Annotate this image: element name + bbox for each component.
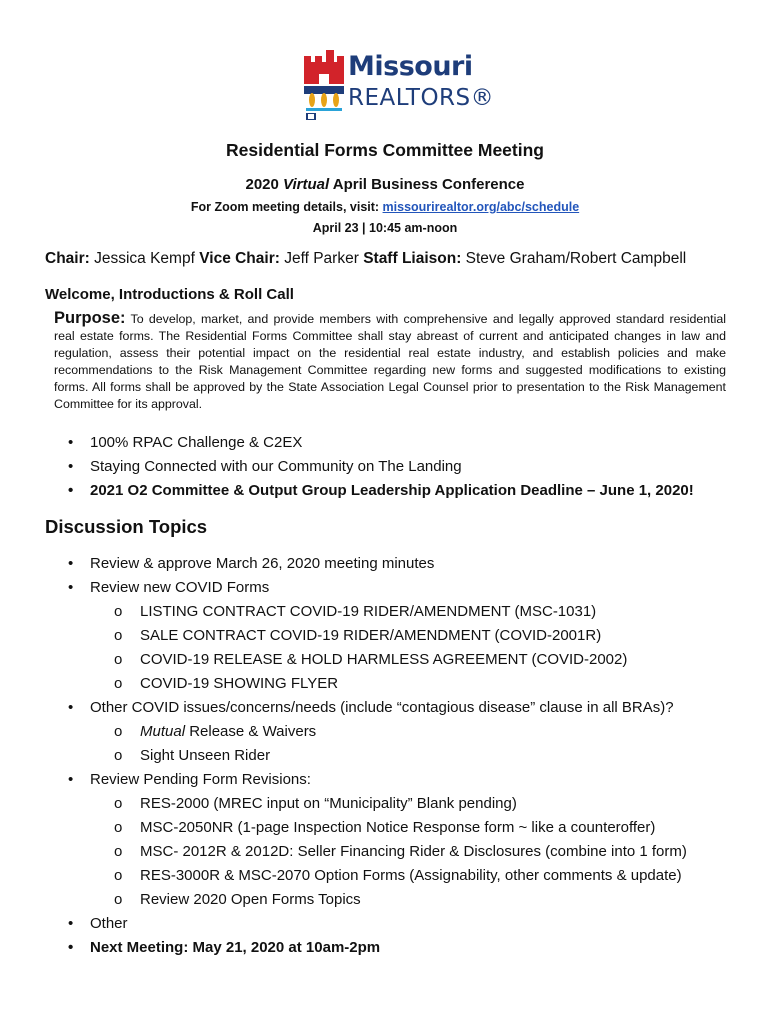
conference-line (0, 176, 770, 193)
meeting-title: Residential Forms Committee Meeting (226, 140, 544, 160)
logo-wordmark-realtors: REALTORS® (348, 85, 495, 111)
list-item-text: Other COVID issues/concerns/needs (include “contagious disease” clause in all BRAs)? (90, 699, 674, 716)
chair-name: Jessica Kempf (89, 250, 200, 267)
sub-list-item: o Sight Unseen Rider (114, 744, 687, 768)
sub-list-item: o MSC-2050NR (1-page Inspection Notice Response form ~ like a counteroffer) (114, 816, 687, 840)
purpose-text: To develop, market, and provide members with comprehensive and legally approved standard residential real estate forms. The Residential Forms Committee shall stay abreast of current and anticipated changes in law and regulation, assess their potential impact on the residential real estate industry, and establish policies and make recommendations to the Risk Management Committee regarding new forms and suggested modifications to existing forms. All forms shall be approved by the State Association Legal Counsel prior to presentation to the Risk Management Committee for its approval. (54, 312, 726, 411)
castle-wheat-emblem-icon (300, 48, 348, 120)
conference-name: April Business Conference (329, 176, 525, 193)
staff-liaison-label: Staff Liaison: (363, 250, 462, 267)
sub-list-item: o SALE CONTRACT COVID-19 RIDER/AMENDMENT (COVID-2001R) (114, 624, 687, 648)
sub-list-item: o LISTING CONTRACT COVID-19 RIDER/AMENDMENT (MSC-1031) (114, 600, 687, 624)
sub-list-item (114, 720, 687, 744)
vice-chair-label: Vice Chair: (199, 250, 280, 267)
welcome-heading: Welcome, Introductions & Roll Call (45, 286, 294, 303)
list-item: • Staying Connected with our Community on The Landing (68, 455, 694, 479)
list-item: • 100% RPAC Challenge & C2EX (68, 431, 694, 455)
sub-list-item: o RES-3000R & MSC-2070 Option Forms (Assignability, other comments & update) (114, 864, 687, 888)
conference-virtual: Virtual (283, 176, 330, 193)
sub-list-item: o Review 2020 Open Forms Topics (114, 888, 687, 912)
list-item (68, 696, 687, 768)
discussion-topics-heading: Discussion Topics (45, 516, 208, 537)
mutual-emphasis: Mutual (140, 723, 186, 740)
purpose-paragraph (54, 310, 726, 413)
list-item: • Review & approve March 26, 2020 meeting minutes (68, 552, 687, 576)
missouri-realtors-logo (300, 48, 495, 120)
list-item: • 2021 O2 Committee & Output Group Leadership Application Deadline – June 1, 2020! (68, 479, 694, 503)
list-item-text: Review Pending Form Revisions: (90, 771, 311, 788)
form-revisions-sublist (90, 792, 687, 912)
list-item-text: Review new COVID Forms (90, 579, 270, 596)
list-item (68, 576, 687, 696)
sub-list-item: o COVID-19 SHOWING FLYER (114, 672, 687, 696)
zoom-prefix: For Zoom meeting details, visit: (190, 200, 383, 214)
sub-list-item-text: Release & Waivers (185, 723, 317, 740)
list-item (68, 768, 687, 912)
sub-list-item: o COVID-19 RELEASE & HOLD HARMLESS AGREEMENT (COVID-2002) (114, 648, 687, 672)
zoom-schedule-link[interactable]: missourirealtor.org/abc/schedule (382, 200, 580, 214)
next-meeting-item: • Next Meeting: May 21, 2020 at 10am-2pm (68, 936, 687, 960)
meeting-date: April 23 | 10:45 am-noon (312, 221, 458, 235)
discussion-list (68, 552, 687, 960)
sub-list-item: o MSC- 2012R & 2012D: Seller Financing Rider & Disclosures (combine into 1 form) (114, 840, 687, 864)
announcements-list (68, 431, 694, 503)
zoom-details-line (0, 200, 770, 214)
vice-chair-name: Jeff Parker (279, 250, 364, 267)
covid-forms-sublist (90, 600, 687, 696)
purpose-label: Purpose: (54, 309, 126, 327)
conference-year: 2020 (245, 176, 284, 193)
committee-leaders (45, 250, 686, 268)
staff-liaison-name: Steve Graham/Robert Campbell (461, 250, 687, 267)
list-item: • Other (68, 912, 687, 936)
covid-issues-sublist (90, 720, 687, 768)
chair-label: Chair: (45, 250, 90, 267)
logo-wordmark-missouri: Missouri (348, 51, 473, 82)
sub-list-item: o RES-2000 (MREC input on “Municipality” Blank pending) (114, 792, 687, 816)
